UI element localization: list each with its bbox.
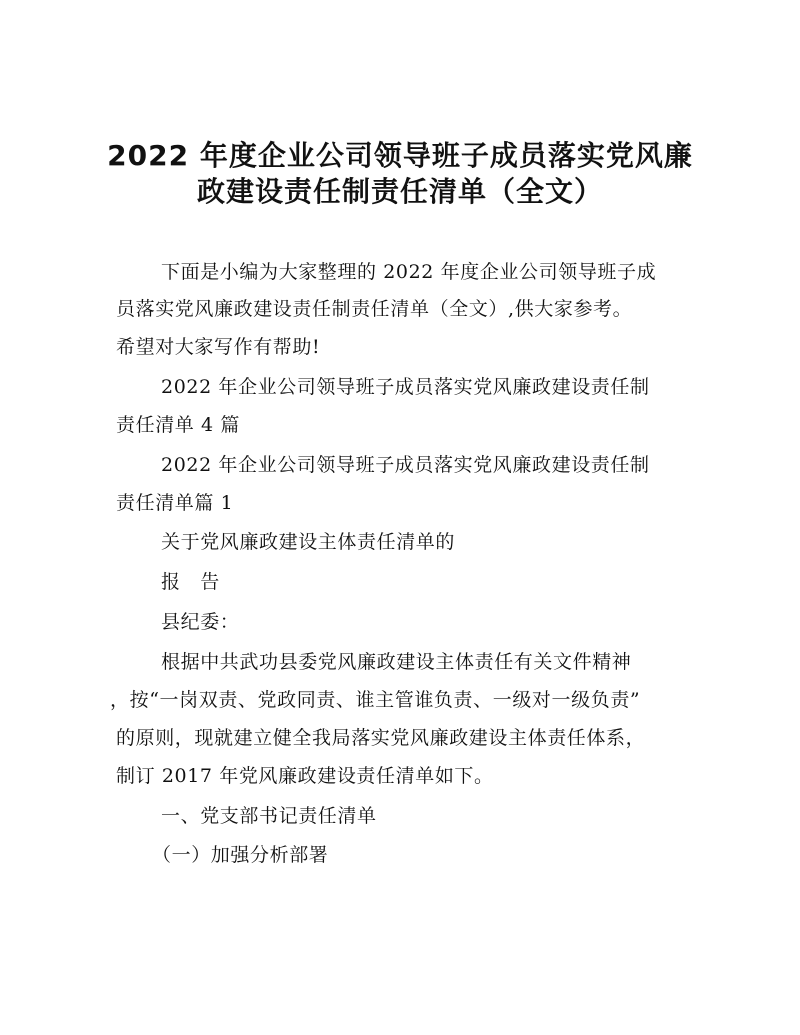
paragraph-line-12: ，按“一岗双责、党政同责、谁主管谁负责、一级对一级负责” xyxy=(110,689,641,711)
paragraph-line-5: 责任清单 4 篇 xyxy=(116,414,240,436)
paragraph-line-1: 下面是小编为大家整理的 2022 年度企业公司领导班子成 xyxy=(161,261,657,283)
paragraph-line-8: 关于党风廉政建设主体责任清单的 xyxy=(161,531,456,553)
paragraph-line-13: 的原则，现就建立健全我局落实党风廉政建设主体责任体系， xyxy=(116,727,646,749)
paragraph-line-9: 报 告 xyxy=(161,571,220,593)
paragraph-line-6: 2022 年企业公司领导班子成员落实党风廉政建设责任制 xyxy=(161,454,650,476)
paragraph-line-11: 根据中共武功县委党风廉政建设主体责任有关文件精神 xyxy=(161,651,632,673)
paragraph-line-2: 员落实党风廉政建设责任制责任清单（全文）,供大家参考。 xyxy=(116,298,633,320)
document-title-line-1: 2022 年度企业公司领导班子成员落实党风廉 xyxy=(107,139,693,172)
paragraph-line-15: 一、党支部书记责任清单 xyxy=(161,805,377,827)
document-title-line-2: 政建设责任制责任清单（全文） xyxy=(196,175,603,208)
paragraph-line-4: 2022 年企业公司领导班子成员落实党风廉政建设责任制 xyxy=(161,376,650,398)
paragraph-line-10: 县纪委： xyxy=(161,611,240,633)
paragraph-line-16: （一）加强分析部署 xyxy=(152,844,329,866)
paragraph-line-14: 制订 2017 年党风廉政建设责任清单如下。 xyxy=(116,765,494,787)
paragraph-line-3: 希望对大家写作有帮助! xyxy=(116,336,321,358)
paragraph-line-7: 责任清单篇 1 xyxy=(116,492,234,514)
